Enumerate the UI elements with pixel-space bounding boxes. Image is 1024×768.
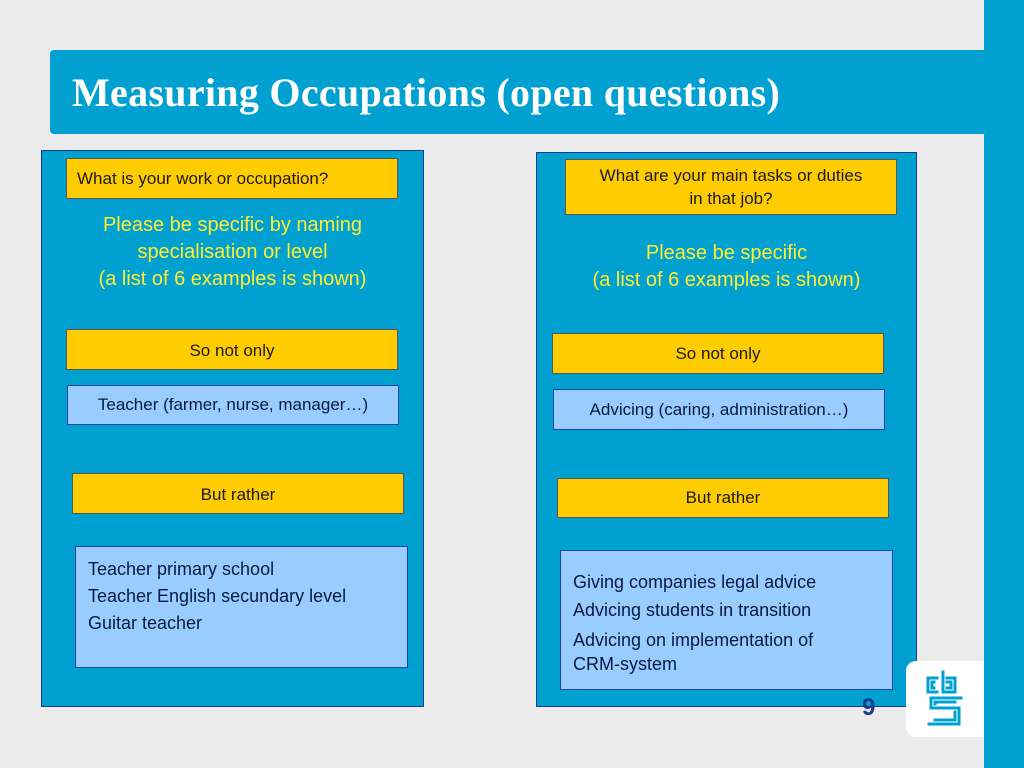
list-item: CRM-system — [573, 654, 677, 674]
right-not-only-box — [552, 333, 884, 374]
left-hint-line: Please be specific by naming — [102, 214, 363, 236]
right-rather-examples-box — [560, 550, 893, 690]
list-item: Advicing on implementation of — [573, 630, 814, 650]
right-hint-line: (a list of 6 examples is shown) — [592, 269, 861, 291]
left-question-box — [66, 158, 398, 199]
left-hint — [41, 212, 424, 293]
left-not-only-box — [66, 329, 398, 370]
slide-title: Measuring Occupations (open questions) — [72, 69, 781, 115]
logo-container — [906, 661, 984, 737]
list-item: Teacher primary school — [88, 559, 275, 579]
left-rather-examples-box — [75, 546, 408, 668]
right-accent-strip — [984, 0, 1024, 768]
left-rather-box — [72, 473, 404, 514]
cbs-logo-icon — [925, 670, 965, 728]
right-hint-line: Please be specific — [645, 242, 808, 264]
right-rather-label: But rather — [685, 488, 761, 507]
list-item: Advicing students in transition — [573, 600, 812, 620]
right-question-line: in that job? — [689, 189, 773, 208]
left-not-only-example-box — [67, 385, 399, 425]
right-not-only-label: So not only — [675, 343, 761, 363]
right-hint — [536, 240, 917, 294]
left-not-only-label: So not only — [189, 341, 275, 360]
right-question-line: What are your main tasks or duties — [599, 166, 863, 185]
list-item: Giving companies legal advice — [573, 572, 817, 592]
left-hint-line: specialisation or level — [137, 241, 328, 263]
left-question-text: What is your work or occupation? — [77, 168, 329, 188]
left-not-only-example: Teacher (farmer, nurse, manager…) — [97, 395, 369, 414]
list-item: Teacher English secundary level — [88, 586, 347, 606]
right-not-only-example-box — [553, 389, 885, 430]
left-rather-label: But rather — [200, 485, 276, 504]
page-number: 9 — [862, 694, 876, 721]
right-rather-box — [557, 478, 889, 518]
right-question-box — [565, 159, 897, 215]
right-not-only-example: Advicing (caring, administration…) — [589, 399, 849, 419]
left-hint-line: (a list of 6 examples is shown) — [98, 268, 367, 290]
title-bar — [50, 50, 984, 134]
list-item: Guitar teacher — [88, 613, 203, 633]
